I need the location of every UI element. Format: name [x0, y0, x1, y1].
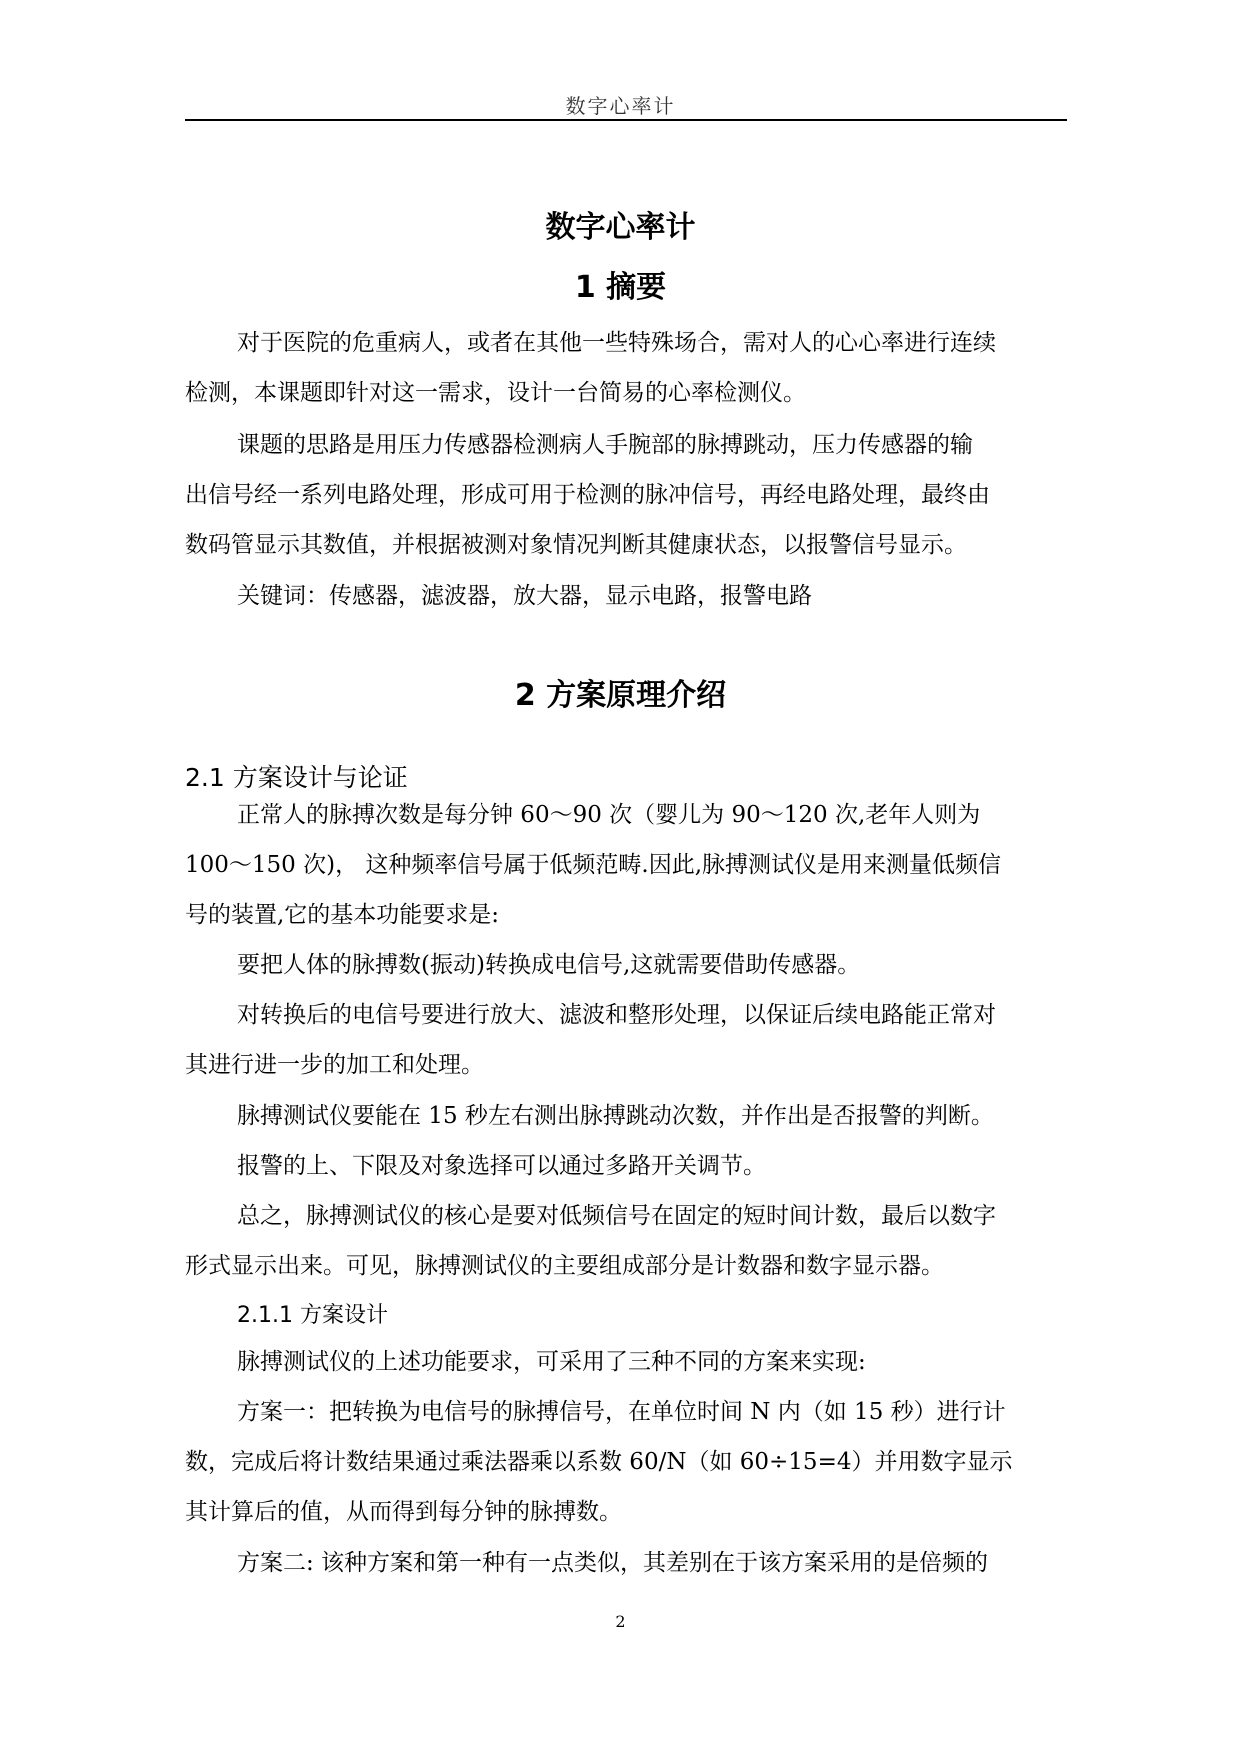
paragraph-line: 号的装置,它的基本功能要求是: — [185, 902, 500, 928]
paragraph-line: 报警的上、下限及对象选择可以通过多路开关调节。 — [237, 1153, 766, 1179]
paragraph-line: 数，完成后将计数结果通过乘法器乘以系数 60/N（如 60÷15=4）并用数字显示 — [185, 1449, 1013, 1475]
paragraph-line: 出信号经一系列电路处理，形成可用于检测的脉冲信号，再经电路处理，最终由 — [185, 482, 990, 508]
paragraph-line: 其计算后的值，从而得到每分钟的脉搏数。 — [185, 1499, 622, 1525]
paragraph-line: 100～150 次)， 这种频率信号属于低频范畴.因此,脉搏测试仪是用来测量低频信 — [185, 852, 1002, 878]
paragraph-line: 对于医院的危重病人，或者在其他一些特殊场合，需对人的心心率进行连续 — [237, 330, 996, 356]
section-2-1-1-heading: 2.1.1 方案设计 — [237, 1303, 388, 1328]
header-rule — [185, 119, 1067, 121]
paragraph-line: 脉搏测试仪的上述功能要求，可采用了三种不同的方案来实现: — [237, 1349, 866, 1375]
paragraph-line: 正常人的脉搏次数是每分钟 60～90 次（婴儿为 90～120 次,老年人则为 — [237, 802, 981, 828]
paragraph-line: 脉搏测试仪要能在 15 秒左右测出脉搏跳动次数，并作出是否报警的判断。 — [237, 1103, 994, 1129]
paragraph-line: 检测，本课题即针对这一需求，设计一台简易的心率检测仪。 — [185, 380, 806, 406]
page-number: 2 — [615, 1612, 626, 1631]
paragraph-line: 数码管显示其数值，并根据被测对象情况判断其健康状态，以报警信号显示。 — [185, 532, 967, 558]
section-2-heading: 2 方案原理介绍 — [514, 678, 727, 713]
section-1-heading: 1 摘要 — [574, 270, 667, 305]
section-2-1-heading: 2.1 方案设计与论证 — [185, 763, 408, 792]
paragraph-line: 其进行进一步的加工和处理。 — [185, 1052, 484, 1078]
paragraph-line: 要把人体的脉搏数(振动)转换成电信号,这就需要借助传感器。 — [237, 952, 861, 978]
document-title: 数字心率计 — [545, 210, 696, 245]
running-header: 数字心率计 — [565, 94, 676, 118]
keywords-line: 关键词：传感器，滤波器，放大器，显示电路，报警电路 — [237, 583, 812, 609]
paragraph-line: 课题的思路是用压力传感器检测病人手腕部的脉搏跳动，压力传感器的输 — [237, 432, 973, 458]
paragraph-line: 总之，脉搏测试仪的核心是要对低频信号在固定的短时间计数，最后以数字 — [237, 1203, 996, 1229]
paragraph-line: 方案一：把转换为电信号的脉搏信号，在单位时间 N 内（如 15 秒）进行计 — [237, 1399, 1006, 1425]
paragraph-line: 形式显示出来。可见，脉搏测试仪的主要组成部分是计数器和数字显示器。 — [185, 1253, 944, 1279]
paragraph-line: 对转换后的电信号要进行放大、滤波和整形处理，以保证后续电路能正常对 — [237, 1002, 996, 1028]
paragraph-line: 方案二: 该种方案和第一种有一点类似，其差别在于该方案采用的是倍频的 — [237, 1550, 989, 1576]
